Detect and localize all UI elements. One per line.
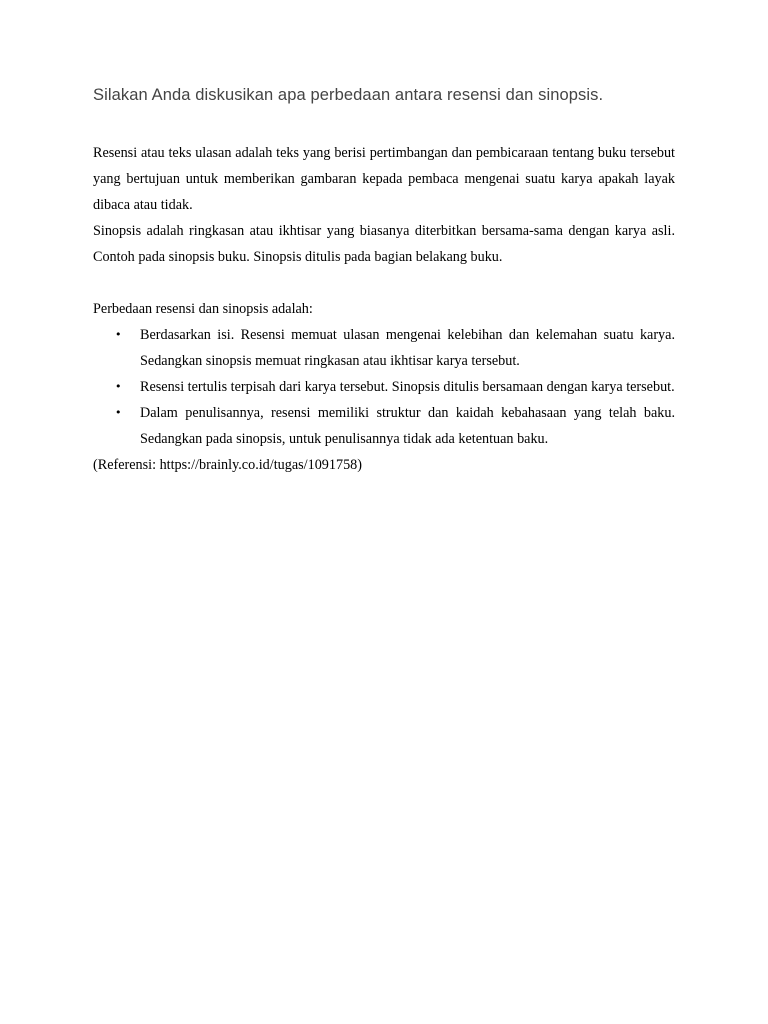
bullet-icon: • (115, 406, 122, 419)
bullet-icon: • (115, 328, 122, 341)
paragraph-spacer (93, 270, 675, 296)
bullet-icon: • (115, 380, 122, 393)
sinopsis-definition: Sinopsis adalah ringkasan atau ikhtisar yang biasanya diterbitkan bersama-sama dengan karya asli. Contoh pada sinopsis buku. Sinopsis ditulis pada bagian belakang buku. (93, 223, 675, 265)
list-item-text: Berdasarkan isi. Resensi memuat ulasan mengenai kelebihan dan kelemahan suatu karya. Sedangkan sinopsis memuat ringkasan atau ikhtisar karya tersebut. (140, 327, 675, 369)
list-item (93, 374, 675, 400)
list-item (93, 322, 675, 374)
reference-line: (Referensi: https://brainly.co.id/tugas/1091758) (93, 457, 362, 473)
answer-body (93, 140, 675, 478)
resensi-definition: Resensi atau teks ulasan adalah teks yang berisi pertimbangan dan pembicaraan tentang buku tersebut yang bertujuan untuk memberikan gambaran kepada pembaca mengenai suatu karya apakah layak dibaca atau tidak. (93, 145, 675, 213)
question-heading: Silakan Anda diskusikan apa perbedaan antara resensi dan sinopsis. (93, 86, 604, 104)
list-item (93, 400, 675, 452)
list-item-text: Dalam penulisannya, resensi memiliki struktur dan kaidah kebahasaan yang telah baku. Sedangkan pada sinopsis, untuk penulisannya tidak ada ketentuan baku. (140, 405, 675, 447)
list-item-text: Resensi tertulis terpisah dari karya tersebut. Sinopsis ditulis bersamaan dengan karya tersebut. (140, 379, 675, 395)
differences-list (93, 322, 675, 452)
list-intro: Perbedaan resensi dan sinopsis adalah: (93, 301, 313, 317)
